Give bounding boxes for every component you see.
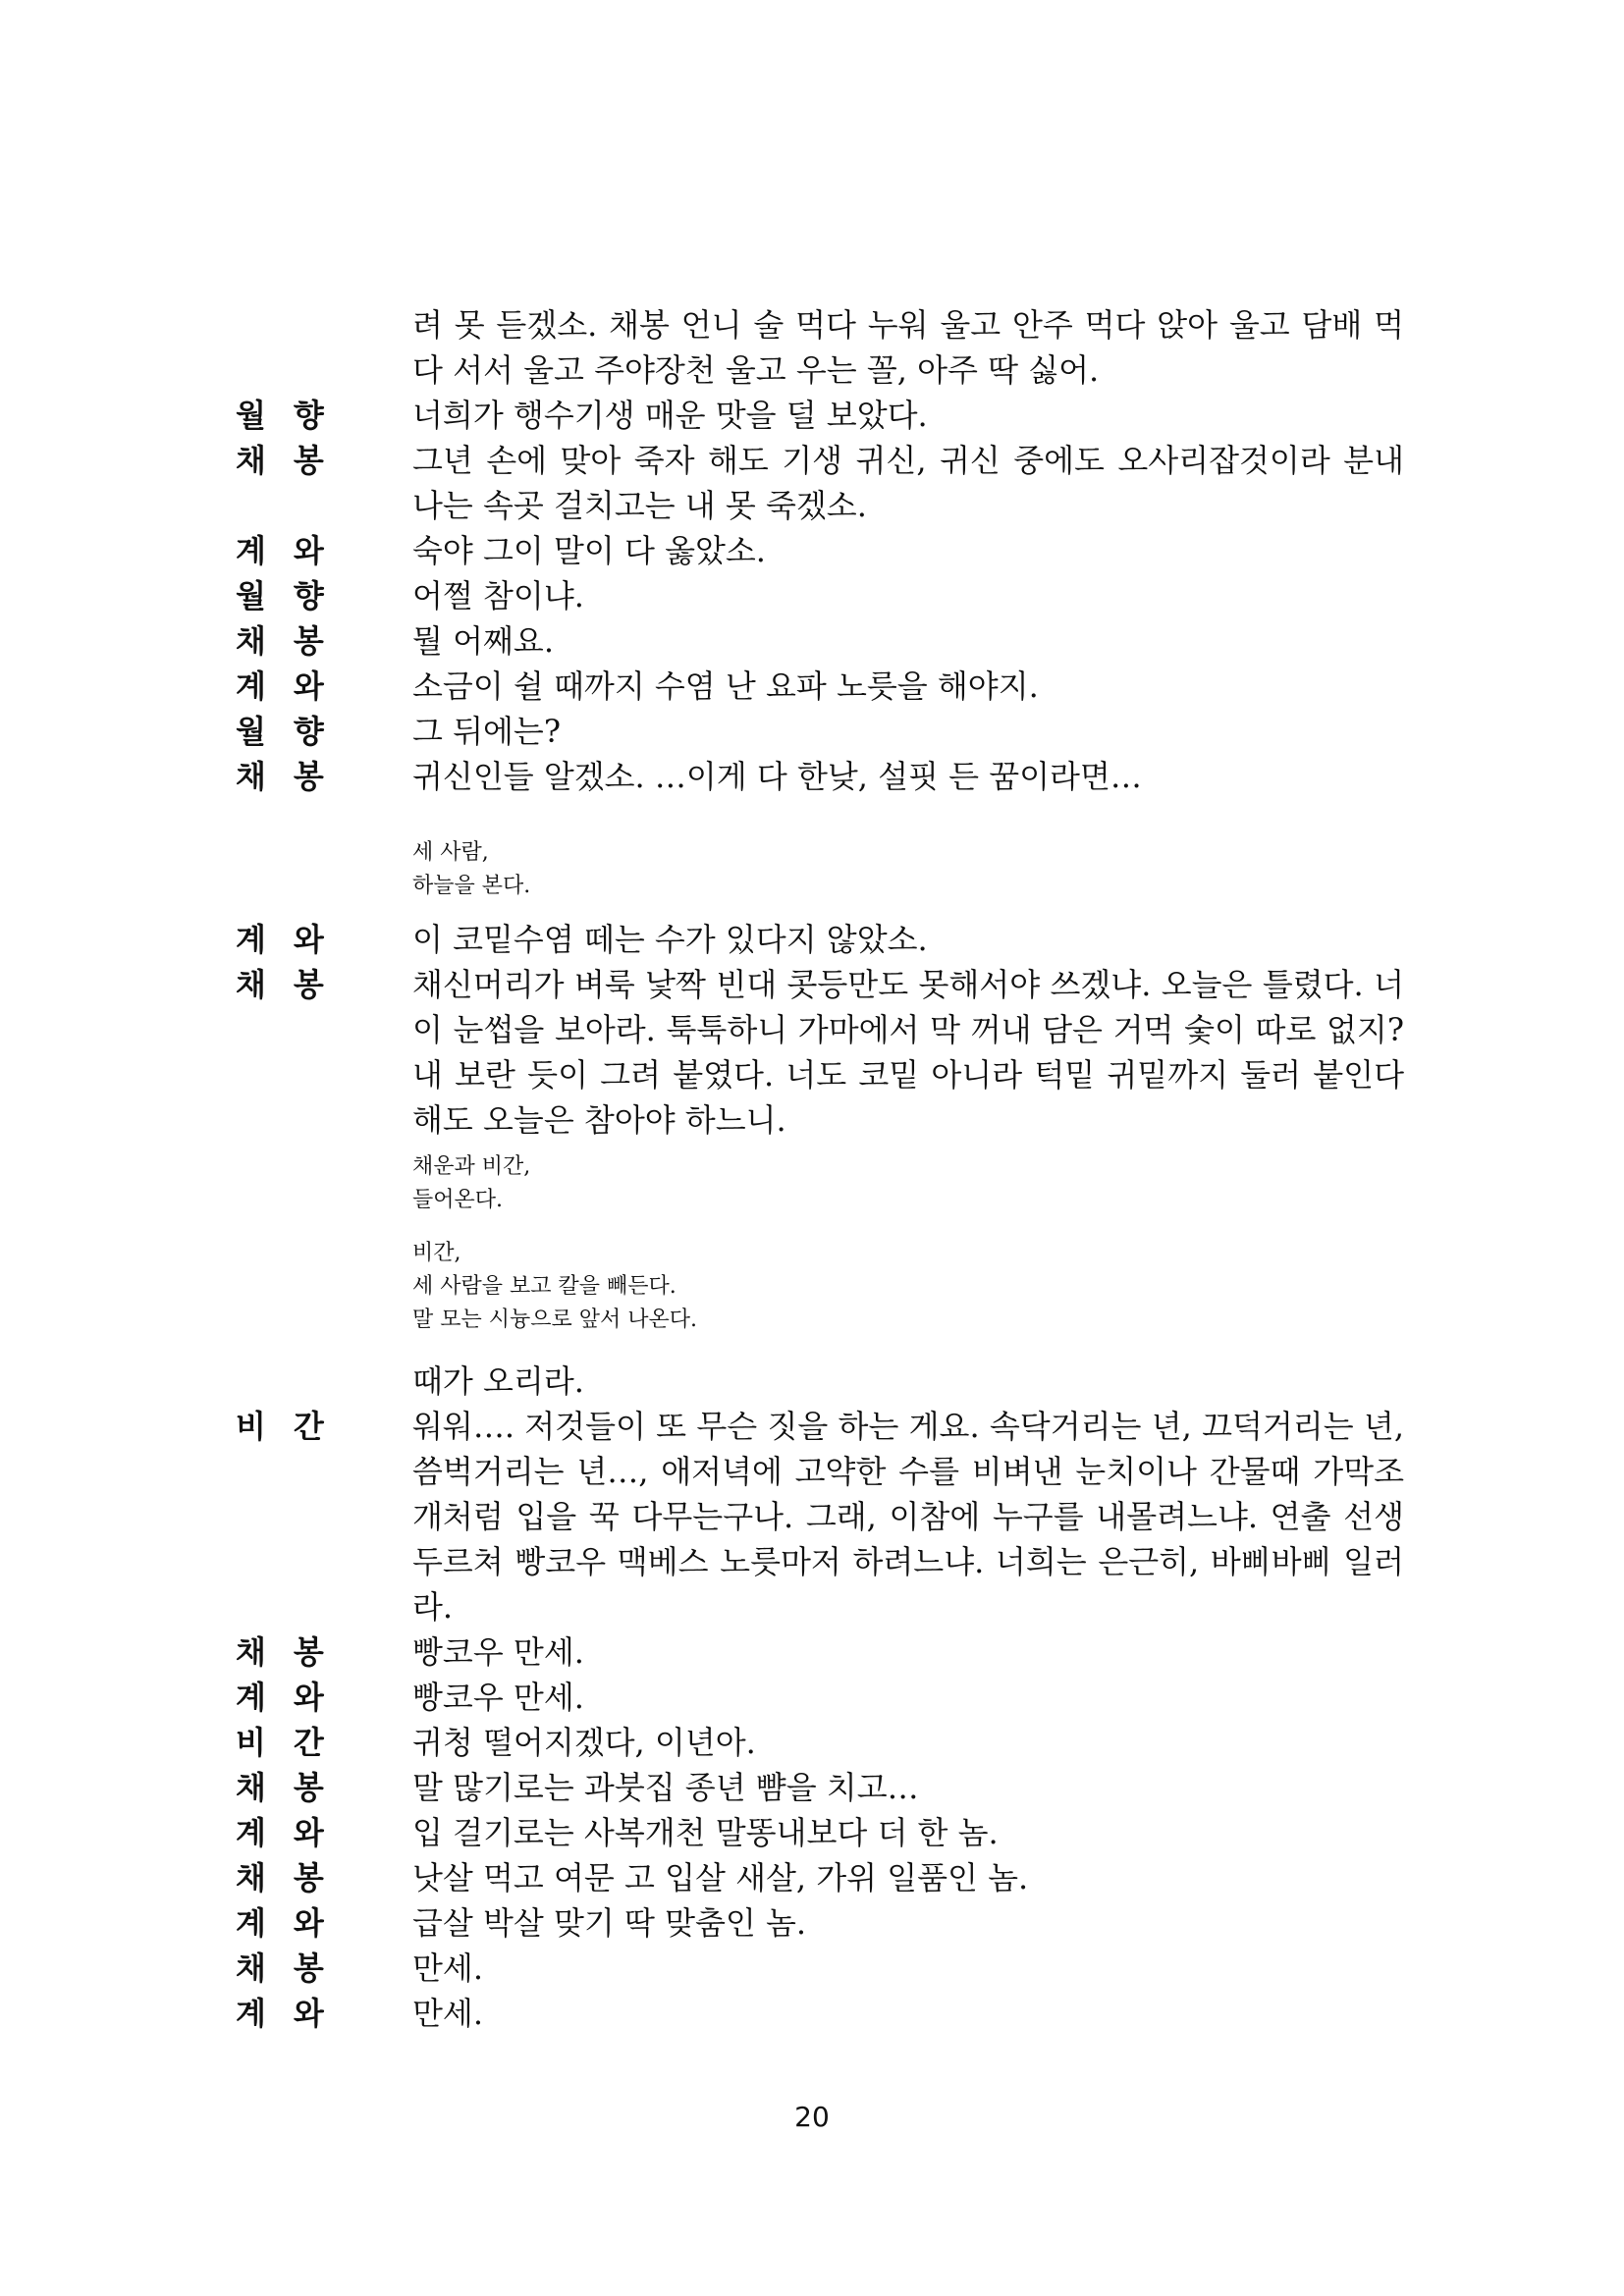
stage-direction-line: 세 사람을 보고 칼을 빼든다. (412, 1274, 677, 1299)
speaker-name: 비간 (236, 1408, 352, 1445)
stage-direction-2 (412, 1150, 1296, 1217)
dialogue-text: 워워…. 저것들이 또 무슨 짓을 하는 게요. 속닥거리는 년, 끄덕거리는 년, 씀벅거리는 년…, 애저녁에 고약한 수를 비벼낸 눈치이나 간물때 가막조개처럼 입을 꾹 다무는구나. 그래, 이참에 누구를 내몰려느냐. 연출 선생 두르쳐 빵코우 맥베스 노릇마저 하려느냐. 너희는 은근히, 바삐바삐 일러라. (412, 1408, 1404, 1626)
dialogue-text: 숙야 그이 말이 다 옳았소. (412, 532, 766, 569)
dialogue-text: 귀신인들 알겠소. …이게 다 한낮, 설핏 든 꿈이라면… (412, 758, 1142, 795)
dialogue-text: 어쩔 참이냐. (412, 577, 584, 614)
dialogue-block-2 (236, 917, 1404, 1143)
dialogue-line (236, 1900, 1404, 1946)
speaker-name: 계와 (236, 1814, 352, 1851)
dialogue-text: 채신머리가 벼룩 낯짝 빈대 콧등만도 못해서야 쓰겠냐. 오늘은 틀렸다. 너 이 눈썹을 보아라. 툭툭하니 가마에서 막 꺼내 담은 거먹 숯이 따로 없지? 내 보란 듯이 그려 붙였다. 너도 코밑 아니라 턱밑 귀밑까지 둘러 붙인다 해도 오늘은 참아야 하느니. (412, 966, 1404, 1139)
speaker-name: 채봉 (236, 1769, 352, 1806)
speaker-name: 월향 (236, 397, 352, 434)
stage-direction-line: 비간, (412, 1241, 461, 1265)
dialogue-line (236, 1404, 1404, 1629)
speaker-name: 채봉 (236, 622, 352, 660)
dialogue-line (236, 618, 1404, 664)
dialogue-text: 그 뒤에는? (412, 713, 561, 750)
dialogue-text: 귀청 떨어지겠다, 이년아. (412, 1724, 756, 1761)
stage-direction-line: 들어온다. (412, 1188, 504, 1212)
stage-direction-line: 하늘을 본다. (412, 874, 531, 898)
dialogue-line (236, 917, 1404, 962)
speaker-name: 계와 (236, 1904, 352, 1942)
dialogue-text: 말 많기로는 과붓집 종년 뺨을 치고… (412, 1769, 919, 1806)
speaker-name: 채봉 (236, 1633, 352, 1671)
stage-direction-1 (412, 836, 1296, 903)
dialogue-line (236, 573, 1404, 618)
dialogue-line (236, 962, 1404, 1143)
dialogue-line (236, 709, 1404, 754)
dialogue-line (236, 754, 1404, 799)
dialogue-text: 소금이 쉴 때까지 수염 난 요파 노릇을 해야지. (412, 667, 1039, 705)
speaker-name: 계와 (236, 532, 352, 569)
dialogue-line (236, 1765, 1404, 1810)
dialogue-text: 만세. (412, 1949, 483, 1987)
dialogue-line (236, 528, 1404, 573)
stage-direction-3 (412, 1237, 1296, 1337)
speaker-name: 계와 (236, 921, 352, 958)
dialogue-line (236, 438, 1404, 528)
dialogue-text: 입 걸기로는 사복개천 말똥내보다 더 한 놈. (412, 1814, 999, 1851)
speaker-name: 채봉 (236, 1949, 352, 1987)
dialogue-line (236, 664, 1404, 709)
dialogue-line (236, 1946, 1404, 1991)
speaker-name: 월향 (236, 577, 352, 614)
dialogue-block-3 (236, 1359, 1404, 2036)
page-number: 20 (794, 2101, 830, 2133)
speaker-name: 계와 (236, 667, 352, 705)
stage-direction-line: 말 모는 시늉으로 앞서 나온다. (412, 1308, 697, 1332)
dialogue-text: 빵코우 만세. (412, 1679, 584, 1716)
speaker-name: 채봉 (236, 442, 352, 479)
dialogue-text: 때가 오리라. (412, 1362, 584, 1400)
dialogue-line (236, 1720, 1404, 1765)
dialogue-line (236, 1810, 1404, 1855)
speaker-name: 계와 (236, 1995, 352, 2032)
dialogue-line (236, 1675, 1404, 1720)
speaker-name: 채봉 (236, 758, 352, 795)
dialogue-line (236, 1359, 1404, 1404)
dialogue-text: 만세. (412, 1995, 483, 2032)
dialogue-text: 급살 박살 맞기 딱 맞춤인 놈. (412, 1904, 807, 1942)
speaker-name: 채봉 (236, 966, 352, 1003)
dialogue-text: 그년 손에 맞아 죽자 해도 기생 귀신, 귀신 중에도 오사리잡것이라 분내 나는 속곳 걸치고는 내 못 죽겠소. (412, 442, 1404, 524)
dialogue-line (236, 1991, 1404, 2036)
dialogue-text: 낫살 먹고 여문 고 입살 새살, 가위 일품인 놈. (412, 1859, 1029, 1896)
dialogue-text: 려 못 듣겠소. 채봉 언니 술 먹다 누워 울고 안주 먹다 앉아 울고 담배 먹다 서서 울고 주야장천 울고 우는 꼴, 아주 딱 싫어. (412, 306, 1404, 389)
dialogue-text: 뭘 어째요. (412, 622, 554, 660)
speaker-name: 채봉 (236, 1859, 352, 1896)
speaker-name: 계와 (236, 1679, 352, 1716)
speaker-name: 비간 (236, 1724, 352, 1761)
stage-direction-line: 세 사람, (412, 840, 489, 865)
dialogue-line (236, 302, 1404, 393)
dialogue-line (236, 1629, 1404, 1675)
dialogue-block-1 (236, 302, 1404, 799)
dialogue-text: 너희가 행수기생 매운 맛을 덜 보았다. (412, 397, 928, 434)
dialogue-line (236, 393, 1404, 438)
speaker-name: 월향 (236, 713, 352, 750)
dialogue-line (236, 1855, 1404, 1900)
dialogue-text: 이 코밑수염 떼는 수가 있다지 않았소. (412, 921, 928, 958)
dialogue-text: 빵코우 만세. (412, 1633, 584, 1671)
stage-direction-line: 채운과 비간, (412, 1154, 531, 1179)
